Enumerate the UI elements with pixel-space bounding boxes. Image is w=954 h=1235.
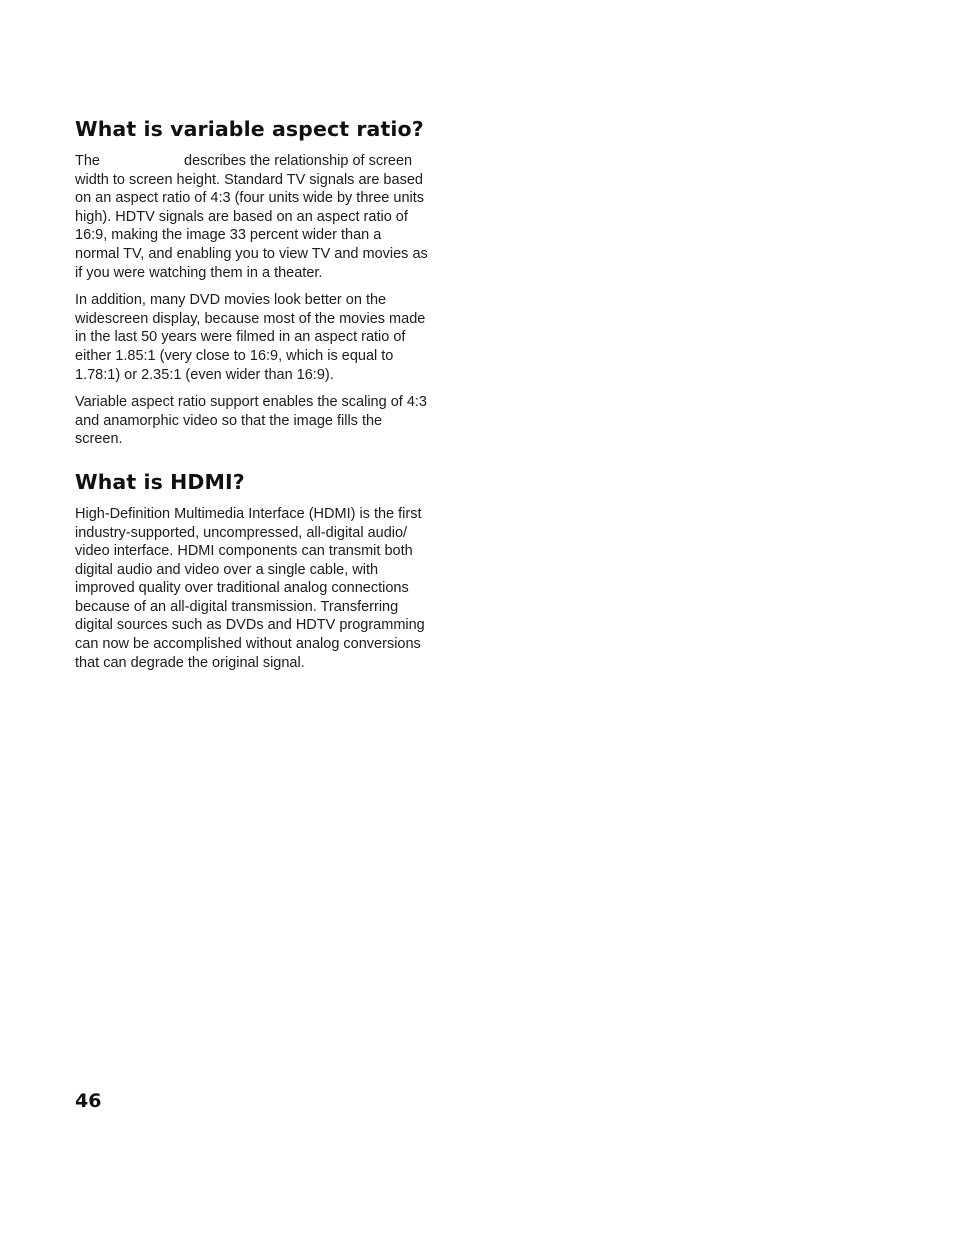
section-heading-hdmi: What is HDMI? <box>75 469 245 494</box>
paragraph-variable-scaling: Variable aspect ratio support enables the scaling of 4:3 and anamorphic video so that the image fills the screen. <box>75 394 427 448</box>
section-heading-aspect-ratio: What is variable aspect ratio? <box>75 117 424 141</box>
paragraph-text: describes the relationship of screen width to screen height. Standard TV signals are based on an aspect ratio of 4:3 (four units wide by three units high). HDTV signals are based on an aspect ratio of 16:9, making the image 33 percent wider than a normal TV, and enabling you to view TV and movies as if you were watching them in a theater. <box>75 153 428 281</box>
document-body <box>75 116 445 681</box>
paragraph-hdmi-description: High-Definition Multimedia Interface (HDMI) is the first industry-supported, uncompressed, all-digital audio/ video interface. HDMI components can transmit both digital audio and video over a single cable, with improved quality over traditional analog connections because of an all-digital transmission. Transferring digital sources such as DVDs and HDTV programming can now be accomplished without analog conversions that can degrade the original signal. <box>75 505 425 671</box>
page-number: 46 <box>75 1090 102 1112</box>
paragraph-aspect-ratio-definition <box>75 152 445 282</box>
paragraph-dvd-widescreen: In addition, many DVD movies look better on the widescreen display, because most of the movies made in the last 50 years were filmed in an aspect ratio of either 1.85:1 (very close to 16:9, which is equal to 1.78:1) or 2.35:1 (even wider than 16:9). <box>75 292 426 383</box>
paragraph-lead-word: The <box>75 153 100 169</box>
